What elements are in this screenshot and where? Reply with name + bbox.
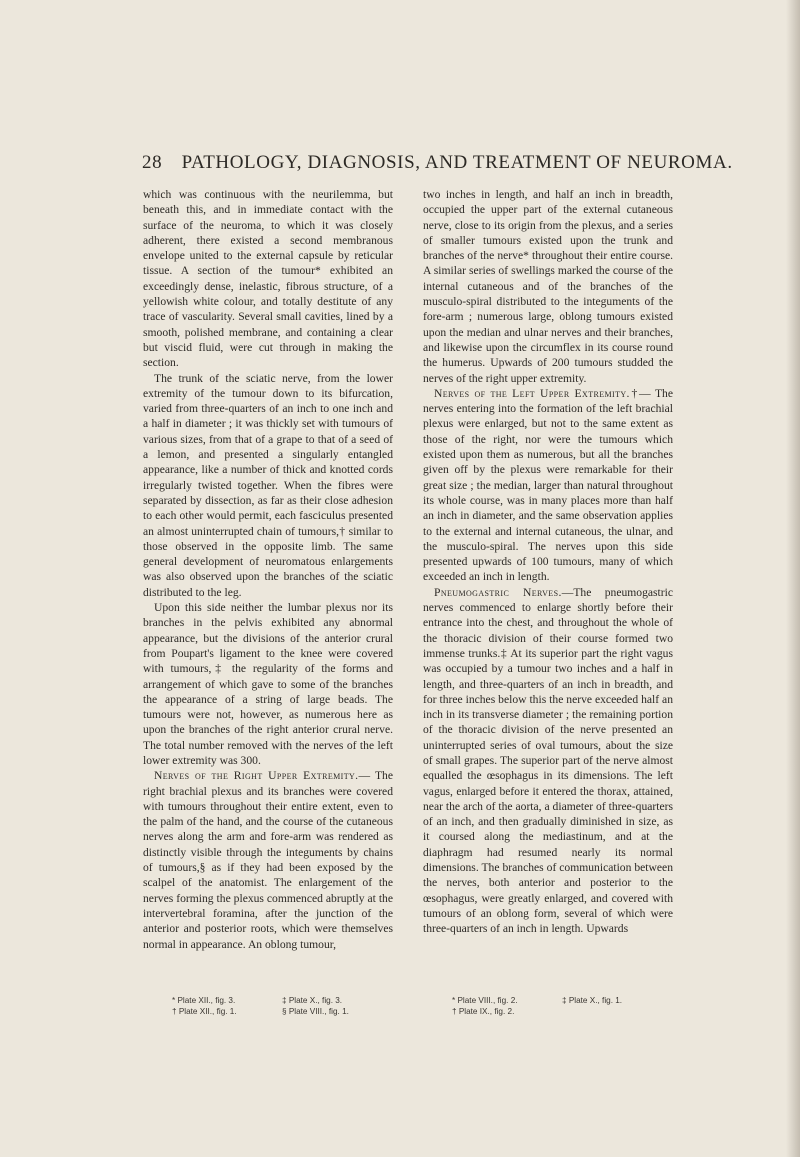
right-column [423,187,673,937]
page-edge-shadow [786,0,800,1157]
footnotes-right [452,995,662,1017]
section-heading: Nerves of the Right Upper Extremity. [154,769,359,783]
page-number: 28 [142,152,163,173]
footnote: § Plate VIII., fig. 1. [282,1007,349,1016]
footnote: * Plate VIII., fig. 2. [452,996,518,1005]
left-column [143,187,393,952]
footnotes-left [172,995,382,1017]
paragraph: Upon this side neither the lumbar plexus nor its branches in the pelvis exhibited any abnormal appearance, but the divisions of the anterior crural from Poupart's ligament to the knee were covered with tumours,‡ the regularity of the forms and arrangement of which gave to some of the branches the appearance of a string of large beads. The tumours were not, however, as numerous here as upon the branches of the right anterior crural nerve. The total number removed with the nerves of the left lower extremity was 300. [143,601,393,767]
footnote: * Plate XII., fig. 3. [172,996,236,1005]
paragraph-text: —The pneumogastric nerves commenced to enlarge shortly before their entrance into the chest, and throughout the whole of the thoracic division of their course formed two immense trunks.‡ At its superior part the right vagus was occupied by a tumour two inches and a half in length, and three-quarters of an inch in breadth, and for three inches below this the nerve exceeded half an inch in its transverse diameter ; the remaining portion of the thoracic division of the nerve presented an uninterrupted series of oval tumours, about the size of small grapes. The superior part of the nerve almost equalled the œsophagus in its dimensions. The left vagus, enlarged before it entered the thorax, attained, near the arch of the aorta, a diameter of three-quarters of an inch, and then gradually diminished in size, as it coursed along the mediastinum, and at the diaphragm had resumed nearly its normal dimensions. The branches of communication between the nerves, both anterior and posterior to the œsophagus, were greatly enlarged, and covered with tumours of an oblong form, several of which were three-quarters of an inch in length. Upwards [423,585,673,936]
running-title: PATHOLOGY, DIAGNOSIS, AND TREATMENT OF NEUROMA. [181,152,733,173]
footnote: ‡ Plate X., fig. 3. [282,996,343,1005]
paragraph [423,386,673,585]
paragraph-text: †— The nerves entering into the formation of the left brachial plexus were enlarged, but not to the same extent as those of the right, nor were the tumours which existed upon them as numerous, but all the branches given off by the plexus were remarkable for their great size ; the median, larger than natural throughout its whole course, was in many places more than half an inch in diameter, and the same observation applies to the external and internal cutaneous, the ulnar, and the musculo-spiral. The nerves upon this side presented upwards of 100 tumours, many of which exceeded an inch in length. [423,386,673,584]
footnote: † Plate XII., fig. 1. [172,1007,237,1016]
footnote: ‡ Plate X., fig. 1. [562,996,623,1005]
running-header [142,152,733,174]
paragraph [143,768,393,952]
footnote: † Plate IX., fig. 2. [452,1007,515,1016]
paragraph: The trunk of the sciatic nerve, from the lower extremity of the tumour down to its bifurcation, varied from three-quarters of an inch to one inch and a half in diameter ; it was thickly set with tumours of various sizes, from that of a grape to that of a seed of a lemon, and presented a singularly entangled appearance, like a number of thick and knotted cords irregularly twisted together. When the fibres were separated by dissection, as far as their close adhesion to each other would permit, each fasciculus presented an almost uninterrupted chain of tumours,† similar to those observed in the opposite limb. The same general development of neuromatous enlargements was also observed upon the branches of the sciatic distributed to the leg. [143,371,393,599]
paragraph: which was continuous with the neurilemma, but beneath this, and in immediate contact with the surface of the neuroma, to which it was closely adherent, there existed a second membranous envelope united to the external capsule by reticular tissue. A section of the tumour* exhibited an exceedingly dense, inelastic, fibrous structure, of a yellowish white colour, and totally destitute of any trace of vascularity. Several small cavities, lined by a smooth, polished membrane, and containing a clear but viscid fluid, were cut through in making the section. [143,188,393,370]
paragraph-text: — The right brachial plexus and its branches were covered with tumours throughout their entire extent, even to the palm of the hand, and the course of the cutaneous nerves along the arm and fore-arm was rendered as distinctly visible through the integuments by chains of tumours,§ as if they had been exposed by the scalpel of the anatomist. The enlargement of the nerves forming the plexus commenced abruptly at the intervertebral foramina, after the junction of the anterior and posterior roots, which were themselves normal in appearance. An oblong tumour, [143,769,393,951]
section-heading: Pneumogastric Nerves. [434,585,562,599]
paragraph [423,585,673,937]
section-heading: Nerves of the Left Upper Extremity. [434,386,630,400]
paragraph: two inches in length, and half an inch in breadth, occupied the upper part of the external cutaneous nerve, close to its origin from the plexus, and a series of smaller tumours existed upon the trunk and branches of the nerve* throughout their entire course. A similar series of swellings marked the course of the internal cutaneous and of the branches of the musculo-spiral distributed to the integuments of the fore-arm ; numerous large, oblong tumours existed upon the median and ulnar nerves and their branches, and likewise upon the circumflex in its course round the humerus. Upwards of 200 tumours studded the nerves of the right upper extremity. [423,188,673,385]
